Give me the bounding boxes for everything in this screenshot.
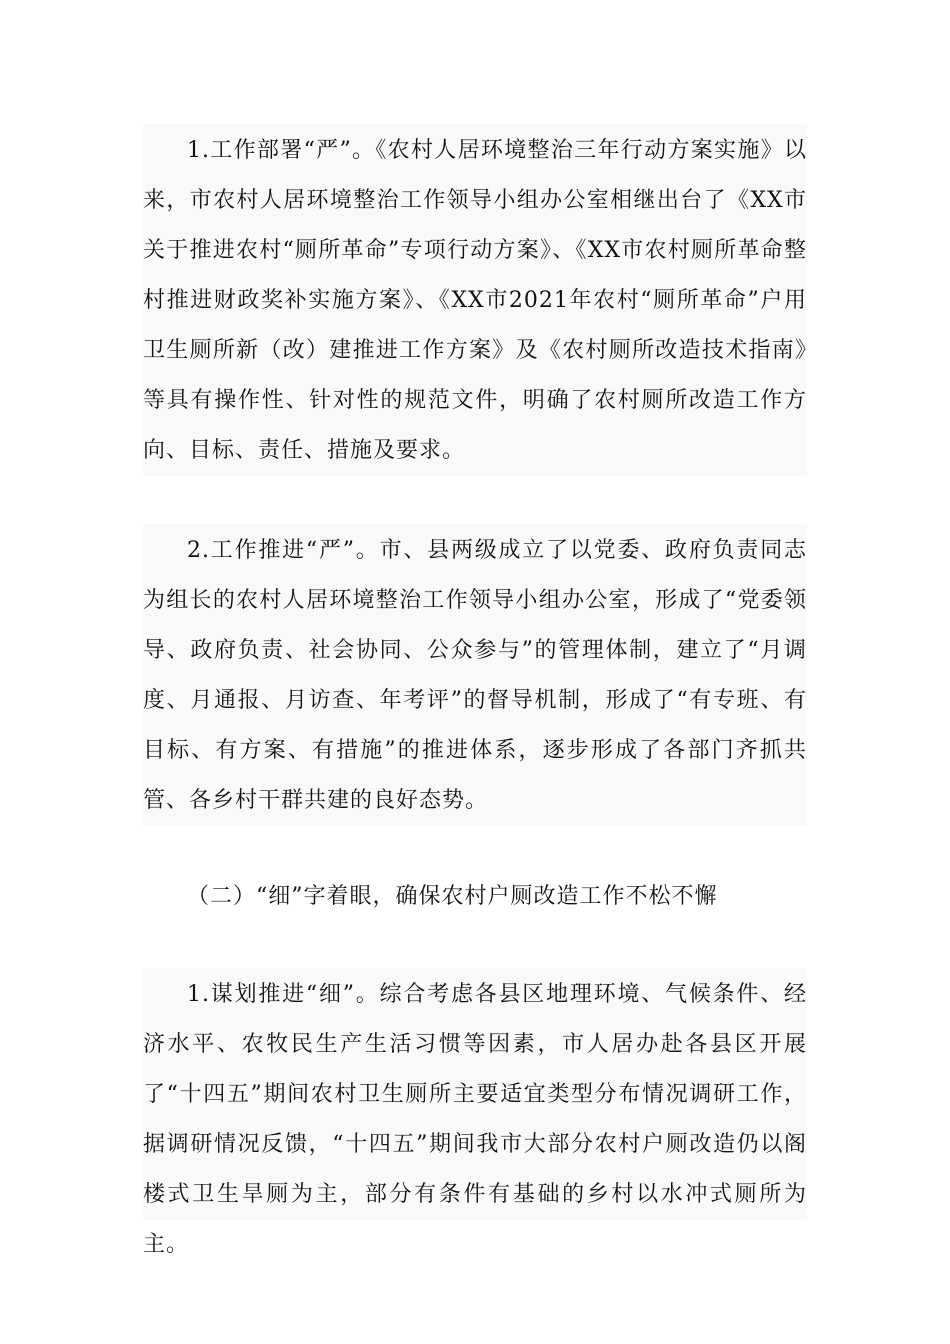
paragraph-work-deployment: 1.工作部署“严”。《农村人居环境整治三年行动方案实施》以来，市农村人居环境整治工作领导小组办公室相继出台了《XX市关于推进农村“厕所革命”专项行动方案》、《XX市农村厕所革命整村推进财政奖补实施方案》、《XX市2021年农村“厕所革命”户用卫生厕所新（改）建推进工作方案》及《农村厕所改造技术指南》等具有操作性、针对性的规范文件，明确了农村厕所改造工作方向、目标、责任、措施及要求。 bbox=[143, 138, 807, 463]
paragraph-block-promotion bbox=[143, 524, 807, 826]
section-heading: （二）“细”字着眼，确保农村户厕改造工作不松不懈 bbox=[187, 884, 718, 909]
paragraph-work-promotion: 2.工作推进“严”。市、县两级成立了以党委、政府负责同志为组长的农村人居环境整治工作领导小组办公室，形成了“党委领导、政府负责、社会协同、公众参与”的管理体制，建立了“月调度、月通报、月访查、年考评”的督导机制，形成了“有专班、有目标、有方案、有措施”的推进体系，逐步形成了各部门齐抓共管、各乡村干群共建的良好态势。 bbox=[143, 538, 807, 813]
paragraph-block-deployment bbox=[143, 124, 807, 476]
paragraph-block-planning bbox=[143, 968, 807, 1257]
paragraph-planning-promotion: 1.谋划推进“细”。综合考虑各县区地理环境、气候条件、经济水平、农牧民生产生活习惯等因素，市人居办赴各县区开展了“十四五”期间农村卫生厕所主要适宜类型分布情况调研工作，据调研情况反馈，“十四五”期间我市大部分农村户厕改造仍以阁楼式卫生旱厕为主，部分有条件有基础的乡村以水冲式厕所为主。 bbox=[143, 982, 807, 1257]
